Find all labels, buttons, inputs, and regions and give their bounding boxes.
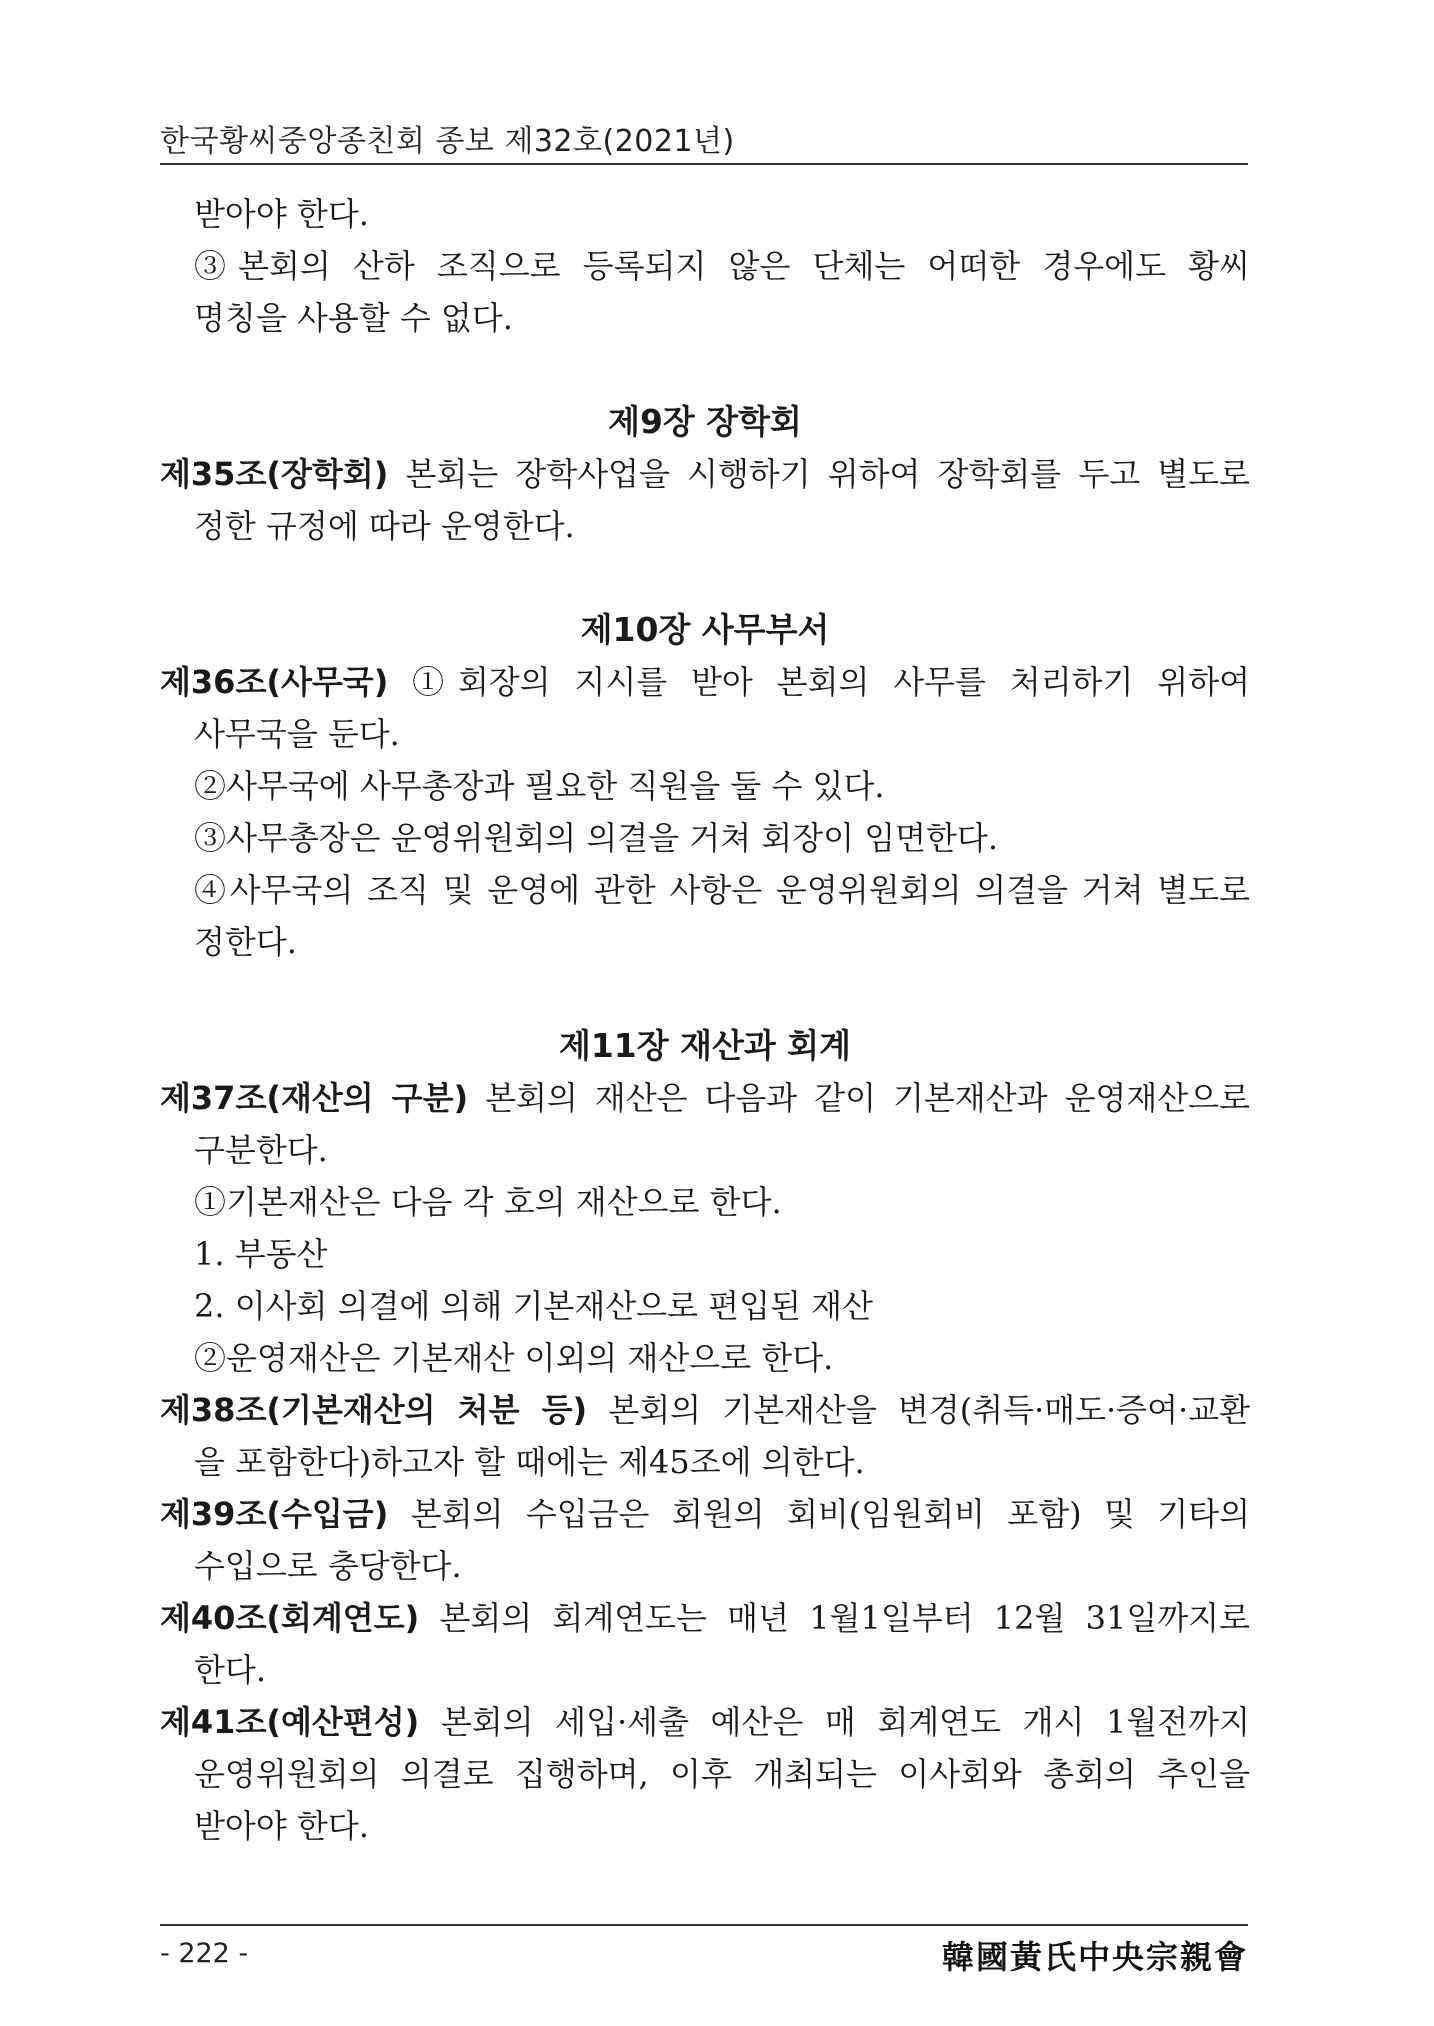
header-divider (160, 163, 1248, 165)
article-text: 본회의 회계연도는 매년 1월1일부터 12월 31일까지로 (419, 1599, 1250, 1637)
paragraph-line: 을 포함한다)하고자 할 때에는 제45조에 의한다. (194, 1443, 865, 1481)
article-text: ①회장의 지시를 받아 본회의 사무를 처리하기 위하여 (388, 663, 1250, 701)
article-text: 본회의 재산은 다음과 같이 기본재산과 운영재산으로 (468, 1079, 1250, 1117)
paragraph-line: 받아야 한다. (194, 1807, 369, 1845)
footer-divider (160, 1924, 1248, 1926)
article-label: 제40조(회계연도) (160, 1599, 420, 1637)
list-item: 2. 이사회 의결에 의해 기본재산으로 편입된 재산 (194, 1287, 873, 1325)
paragraph-line: 정한 규정에 따라 운영한다. (194, 507, 575, 545)
article-label: 제38조(기본재산의 처분 등) (160, 1391, 588, 1429)
list-item: 1. 부동산 (194, 1235, 328, 1273)
paragraph-line: 한다. (194, 1651, 266, 1689)
paragraph-line: 명칭을 사용할 수 없다. (194, 299, 513, 337)
paragraph-line: ④사무국의 조직 및 운영에 관한 사항은 운영위원회의 의결을 거쳐 별도로 (194, 871, 1250, 909)
chapter-heading-9: 제9장 장학회 (608, 402, 802, 441)
article-39 (160, 1488, 1250, 1540)
paragraph-line: ③본회의 산하 조직으로 등록되지 않은 단체는 어떠한 경우에도 황씨 (194, 247, 1250, 285)
paragraph-line: ②사무국에 사무총장과 필요한 직원을 둘 수 있다. (194, 767, 885, 805)
document-body (160, 188, 1250, 1852)
article-text: 본회의 세입·세출 예산은 매 회계연도 개시 1월전까지 (419, 1703, 1250, 1741)
article-label: 제39조(수입금) (160, 1495, 389, 1533)
paragraph-line: ②운영재산은 기본재산 이외의 재산으로 한다. (194, 1339, 834, 1377)
article-label: 제35조(장학회) (160, 455, 389, 493)
chapter-heading-10: 제10장 사무부서 (580, 610, 830, 649)
article-40 (160, 1592, 1250, 1644)
paragraph-line: 받아야 한다. (194, 195, 369, 233)
paragraph-line: 정한다. (194, 923, 297, 961)
article-label: 제41조(예산편성) (160, 1703, 420, 1741)
article-36 (160, 656, 1250, 708)
paragraph-line: 구분한다. (194, 1131, 328, 1169)
article-text: 본회의 수입금은 회원의 회비(임원회비 포함) 및 기타의 (388, 1495, 1250, 1533)
article-text: 본회의 기본재산을 변경(취득·매도·증여·교환 (587, 1391, 1250, 1429)
article-label: 제37조(재산의 구분) (160, 1079, 469, 1117)
article-35 (160, 448, 1250, 500)
article-label: 제36조(사무국) (160, 663, 389, 701)
paragraph-line: 운영위원회의 의결로 집행하며, 이후 개최되는 이사회와 총회의 추인을 (194, 1755, 1250, 1793)
article-37 (160, 1072, 1250, 1124)
running-header: 한국황씨중앙종친회 종보 제32호(2021년) (160, 124, 735, 159)
article-41 (160, 1696, 1250, 1748)
article-38 (160, 1384, 1250, 1436)
paragraph-line: ③사무총장은 운영위원회의 의결을 거쳐 회장이 임면한다. (194, 819, 999, 857)
paragraph-line: ①기본재산은 다음 각 호의 재산으로 한다. (194, 1183, 782, 1221)
chapter-heading-11: 제11장 재산과 회계 (558, 1026, 852, 1065)
paragraph-line: 수입으로 충당한다. (194, 1547, 462, 1585)
article-text: 본회는 장학사업을 시행하기 위하여 장학회를 두고 별도로 (388, 455, 1250, 493)
paragraph-line: 사무국을 둔다. (194, 715, 400, 753)
organization-logo-text: 韓國黃氏中央宗親會 (941, 1938, 1248, 1976)
page-number: - 222 - (160, 1938, 249, 1969)
